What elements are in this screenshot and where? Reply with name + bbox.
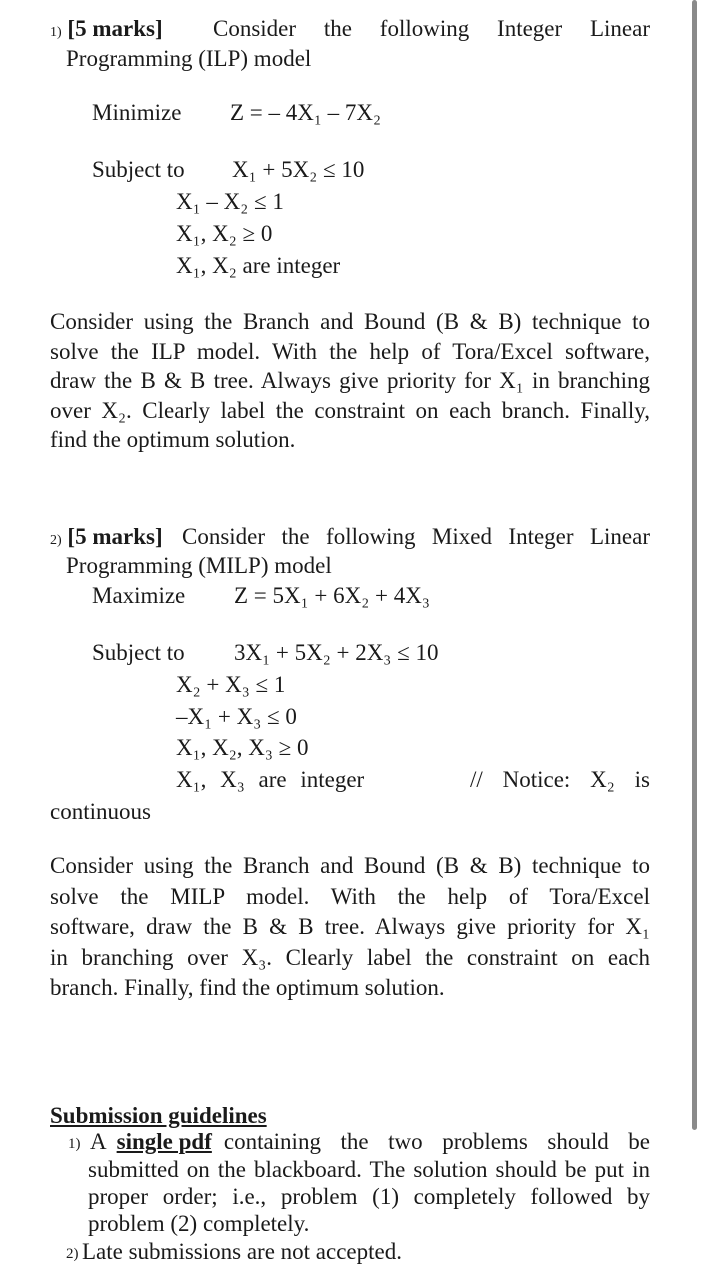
problem1-header (50, 15, 650, 47)
guideline-1-word-a: A (90, 1129, 107, 1154)
problem1-paragraph-line: find the optimum solution. (50, 427, 296, 452)
problem1-objective: Z = – 4X₁ – 7X₂ (230, 100, 382, 125)
guideline-2-number: 2) (66, 1246, 79, 1262)
problem1-paragraph-line: over X₂. Clearly label the constraint on each branch. Finally, (50, 397, 650, 423)
problem1-constraint-2: X₁ – X₂ ≤ 1 (176, 189, 284, 214)
guideline-1-first-line (90, 1128, 650, 1156)
problem1-constraint-1: X₁ + 5X₂ ≤ 10 (232, 157, 365, 182)
problem2-notice-continued: continuous (50, 799, 151, 824)
problem2-notice: // Notice: X₂ is (470, 767, 650, 792)
problem2-paragraph-line: Consider using the Branch and Bound (B & B) technique to (50, 853, 650, 878)
problem2-header (50, 523, 650, 555)
problem2-intro-line2: Programming (MILP) model (66, 553, 332, 578)
problem2-subject-to: Subject to (92, 640, 185, 665)
problem1-objective-label: Minimize (92, 100, 182, 125)
guideline-1-number: 1) (68, 1136, 81, 1152)
problem2-paragraph-line: in branching over X₃. Clearly label the constraint on each (50, 944, 650, 970)
problem1-paragraph-line: Consider using the Branch and Bound (B & B) technique to (50, 309, 650, 334)
problem1-paragraph-line: draw the B & B tree. Always give priority for X₁ in branching (50, 368, 650, 393)
guideline-1-line: proper order; i.e., problem (1) completely followed by (88, 1184, 650, 1209)
problem1-constraint-4: X₁, X₂ are integer (176, 253, 341, 278)
problem2-objective-label: Maximize (92, 583, 186, 608)
problem2-constraint-1: 3X₁ + 5X₂ + 2X₃ ≤ 10 (234, 640, 439, 665)
problem1-intro-line2: Programming (ILP) model (66, 46, 312, 71)
problem2-objective: Z = 5X₁ + 6X₂ + 4X₃ (234, 583, 430, 608)
problem1-paragraph (50, 307, 650, 455)
problem2-constraint-5: X₁, X₃ are integer (176, 767, 365, 792)
problem2-paragraph-line: branch. Finally, find the optimum solution. (50, 975, 445, 1000)
problem1-paragraph-line: solve the ILP model. With the help of Tora/Excel software, (50, 338, 650, 364)
guideline-2-text: Late submissions are not accepted. (82, 1239, 402, 1264)
problem2-constraint-3: –X₁ + X₃ ≤ 0 (176, 704, 297, 729)
problem2-marks: [5 marks] (67, 524, 163, 549)
problem2-paragraph-line: software, draw the B & B tree. Always give priority for X₁ (50, 914, 650, 939)
problem2-number: 2) (50, 533, 62, 548)
problem1-number: 1) (50, 25, 62, 40)
problem2-constraint-4: X₁, X₂, X₃ ≥ 0 (176, 735, 309, 760)
problem2-intro: Consider the following Mixed Integer Linear (182, 524, 650, 549)
scrollbar[interactable] (692, 0, 697, 1130)
problem2-paragraph (50, 851, 650, 1004)
guideline-1-single-pdf: single pdf (116, 1129, 212, 1154)
guideline-1-rest: containing the two problems should be (223, 1129, 650, 1154)
guideline-1-line: submitted on the blackboard. The solution should be put in (88, 1157, 650, 1182)
problem2-paragraph-line: solve the MILP model. With the help of Tora/Excel (50, 883, 650, 909)
problem2-constraint-2: X₂ + X₃ ≤ 1 (176, 672, 286, 697)
problem1-subject-to: Subject to (92, 157, 185, 182)
problem1-marks: [5 marks] (67, 16, 163, 41)
guidelines-heading: Submission guidelines (50, 1103, 267, 1128)
problem1-constraint-3: X₁, X₂ ≥ 0 (176, 221, 273, 246)
guideline-1-line: problem (2) completely. (88, 1211, 310, 1236)
problem1-intro: Consider the following Integer Linear (213, 16, 650, 41)
